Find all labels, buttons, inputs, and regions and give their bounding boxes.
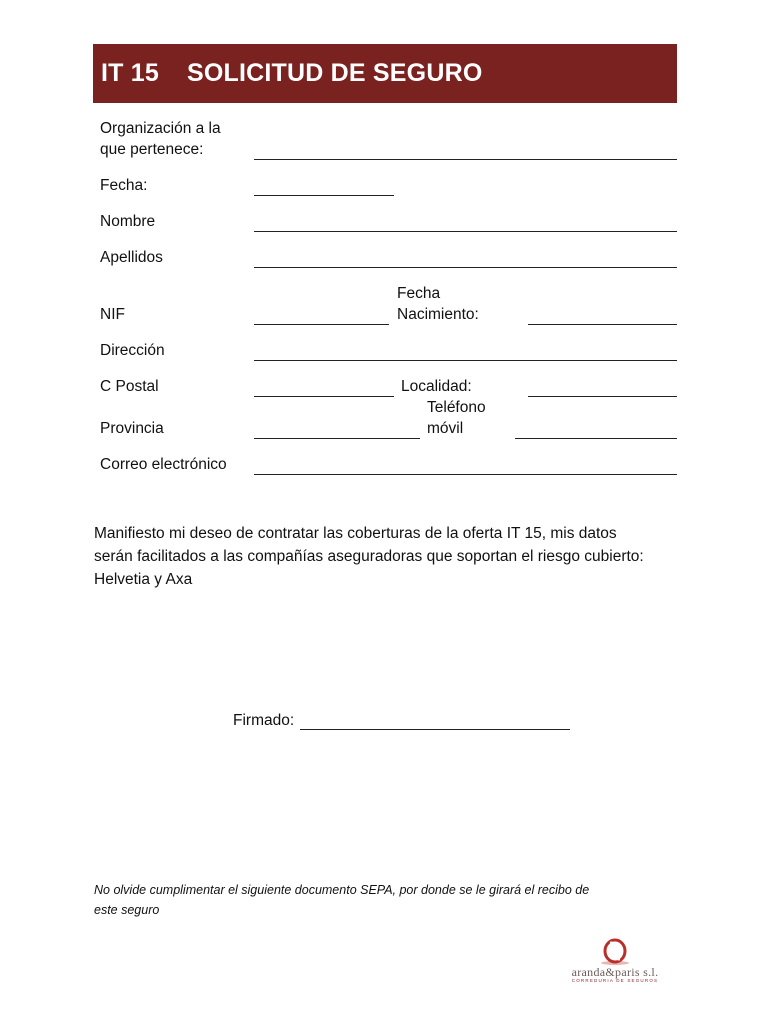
provincia-field[interactable] [254, 438, 420, 439]
label-correo: Correo electrónico [100, 456, 227, 473]
logo-tagline: CORREDURIA DE SEGUROS [571, 978, 659, 983]
nombre-field[interactable] [254, 231, 677, 232]
correo-field[interactable] [254, 474, 677, 475]
label-localidad: Localidad: [401, 378, 472, 395]
note-line: este seguro [94, 903, 160, 917]
logo-name: aranda&paris s.l. [571, 965, 659, 979]
label-organizacion-2: que pertenece: [100, 141, 204, 158]
declaration-text [94, 522, 694, 591]
label-nif: NIF [100, 306, 125, 323]
declaration-line: Helvetia y Axa [94, 571, 193, 588]
signature-field[interactable] [300, 729, 570, 730]
declaration-line: Manifiesto mi deseo de contratar las coberturas de la oferta IT 15, mis datos [94, 525, 617, 542]
label-organizacion-1: Organización a la [100, 120, 221, 137]
nif-field[interactable] [254, 324, 389, 325]
fecha-nacimiento-field[interactable] [528, 324, 677, 325]
note-line: No olvide cumplimentar el siguiente documento SEPA, por donde se le girará el recibo de [94, 883, 590, 897]
label-cpostal: C Postal [100, 378, 159, 395]
label-provincia: Provincia [100, 420, 164, 437]
label-apellidos: Apellidos [100, 249, 163, 266]
form-code: IT 15 [101, 59, 159, 87]
logo-mark-icon [560, 937, 670, 967]
telefono-field[interactable] [515, 438, 677, 439]
apellidos-field[interactable] [254, 267, 677, 268]
form-title: SOLICITUD DE SEGURO [186, 59, 483, 87]
label-fecha-nacimiento-2: Nacimiento: [397, 306, 479, 323]
label-direccion: Dirección [100, 342, 165, 359]
declaration-line: serán facilitados a las compañías aseguradoras que soportan el riesgo cubierto: [94, 548, 644, 565]
cpostal-field[interactable] [254, 396, 394, 397]
label-nombre: Nombre [100, 213, 156, 230]
signature-label: Firmado: [233, 712, 295, 729]
label-fecha-nacimiento-1: Fecha [397, 285, 441, 302]
form-header [93, 44, 677, 103]
localidad-field[interactable] [528, 396, 677, 397]
label-telefono-2: móvil [427, 420, 464, 437]
fecha-field[interactable] [254, 195, 394, 196]
sepa-note [94, 880, 674, 920]
organizacion-field[interactable] [254, 159, 677, 160]
company-logo [560, 937, 670, 987]
direccion-field[interactable] [254, 360, 677, 361]
label-telefono-1: Teléfono [427, 399, 486, 416]
label-fecha: Fecha: [100, 177, 148, 194]
